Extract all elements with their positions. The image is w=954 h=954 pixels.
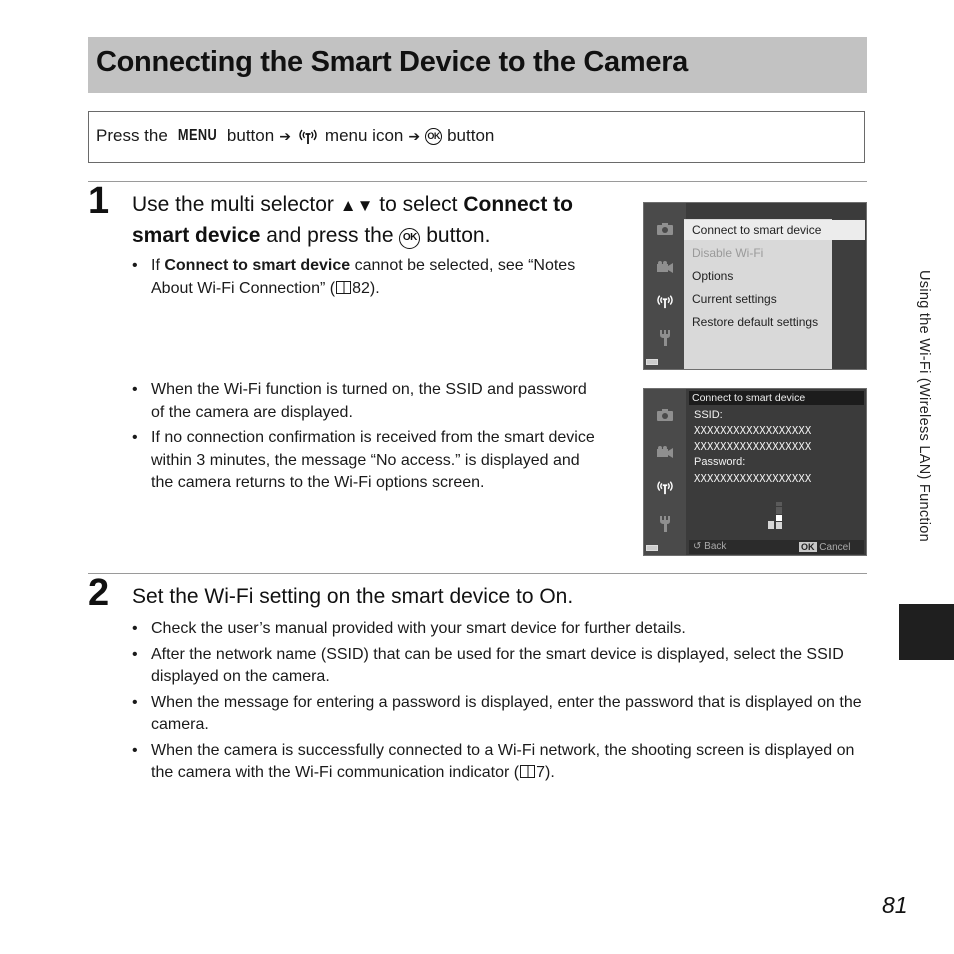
password-label: Password: [694, 456, 746, 468]
step-text: and press the [266, 224, 394, 247]
menu-path [96, 126, 494, 146]
bullet-bold-text: Connect to smart device [164, 257, 351, 274]
step-1-heading [132, 190, 620, 251]
step-2-bullets [130, 618, 870, 788]
list-item: • After the network name (SSID) that can be used for the smart device is displayed, select the SSID displayed on the camera. [130, 644, 870, 689]
bullet-text: cannot be selected, see “Notes About Wi-Fi Connection” ( [151, 257, 576, 297]
step-text: button. [426, 224, 491, 247]
menu-item-options[interactable]: Options [692, 269, 734, 283]
chapter-side-label: Using the Wi-Fi (Wireless LAN) Function [916, 270, 932, 542]
wrench-icon [653, 515, 677, 537]
menu-item-disable-wifi[interactable]: Disable Wi-Fi [692, 246, 764, 260]
camera-icon [653, 221, 677, 243]
wifi-antenna-icon [653, 479, 677, 501]
arrow-right-icon: ➔ [408, 127, 421, 144]
menu-scroll-column [832, 219, 864, 369]
page-reference-icon [336, 281, 351, 294]
bullet-text: When the camera is successfully connected to a Wi-Fi network, the shooting screen is displayed on the camera with the Wi-Fi communication indicator ( [151, 741, 855, 781]
connect-screen-footer [689, 540, 864, 554]
bullet-text: If [151, 257, 160, 274]
step-1-bullets [130, 379, 600, 498]
menu-item-connect-to-smart-device[interactable]: Connect to smart device [692, 223, 822, 237]
list-item: • When the message for entering a password is displayed, enter the password that is displayed on the camera. [130, 692, 870, 737]
ssid-value: XXXXXXXXXXXXXXXXXX [694, 441, 812, 453]
step-text: to select [379, 193, 458, 216]
list-item: • When the Wi-Fi function is turned on, the SSID and password of the camera are displayed. [130, 379, 600, 424]
back-control[interactable] [693, 540, 726, 554]
ssid-value: XXXXXXXXXXXXXXXXXX [694, 425, 812, 437]
back-label: Back [704, 541, 727, 552]
camera-screen-connect [643, 388, 867, 556]
list-item: • If no connection confirmation is received from the smart device within 3 minutes, the message “No access.” is displayed and the camera returns to the Wi-Fi options screen. [130, 427, 600, 495]
page-number: 81 [882, 892, 908, 918]
menu-button-icon: MENU [177, 127, 218, 144]
back-arrow-icon: ↺ [693, 541, 702, 552]
bullet-text: 82). [352, 279, 380, 297]
page-reference-icon [520, 765, 535, 778]
wrench-icon [653, 329, 677, 351]
movie-camera-icon [653, 444, 677, 466]
movie-camera-icon [653, 259, 677, 281]
menu-path-button: button [447, 126, 495, 145]
connect-screen-header: Connect to smart device [689, 391, 864, 405]
camera-icon [653, 407, 677, 429]
signal-strength-icon [768, 501, 790, 531]
menu-item-current-settings[interactable]: Current settings [692, 292, 777, 306]
camera-screen-wifi-menu [643, 202, 867, 370]
step-1-note [130, 255, 590, 303]
list-item: • Check the user’s manual provided with your smart device for further details. [130, 618, 870, 641]
list-item [130, 255, 590, 300]
step-menu-item-name: Connect to smart device [132, 193, 573, 247]
menu-path-button: button [226, 126, 275, 145]
wifi-antenna-icon [296, 127, 320, 145]
battery-icon [646, 359, 658, 365]
wifi-antenna-icon [653, 293, 677, 315]
multi-selector-up-down-icon: ▲▼ [339, 196, 374, 215]
arrow-right-icon: ➔ [279, 127, 291, 144]
list-item [130, 740, 870, 785]
ok-button-icon: OK [399, 228, 420, 249]
divider [88, 181, 867, 182]
divider [88, 573, 867, 574]
cancel-label: Cancel [819, 542, 851, 553]
menu-item-restore-default-settings[interactable]: Restore default settings [692, 315, 819, 329]
ssid-label: SSID: [694, 409, 723, 421]
menu-path-menu-icon: menu icon [324, 126, 404, 145]
battery-icon [646, 545, 658, 551]
page-title: Connecting the Smart Device to the Camera [96, 46, 689, 78]
bullet-text: 7). [536, 764, 555, 781]
step-2-heading: Set the Wi-Fi setting on the smart device to On. [132, 585, 574, 608]
ok-badge-icon: OK [801, 542, 815, 552]
ok-button-icon: OK [425, 128, 442, 145]
step-number: 2 [88, 572, 110, 614]
step-text: Use the multi selector [132, 193, 334, 216]
step-number: 1 [88, 180, 110, 222]
cancel-control[interactable] [799, 540, 850, 555]
menu-path-press: Press the [96, 126, 168, 145]
chapter-tab-marker [899, 604, 954, 660]
password-value: XXXXXXXXXXXXXXXXXX [694, 473, 812, 485]
